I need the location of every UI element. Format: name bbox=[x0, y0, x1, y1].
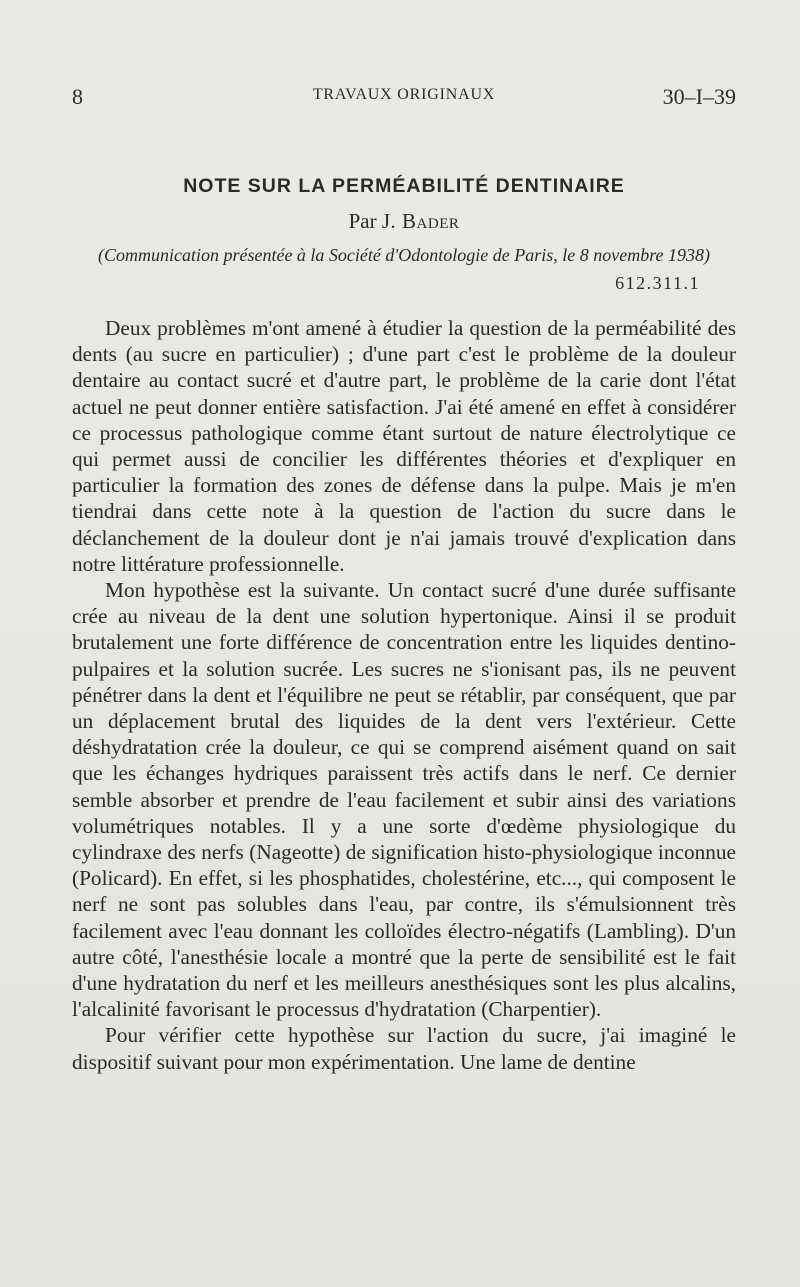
communication-note: (Communication présentée à la Société d'Odontologie de Paris, le 8 novembre 1938) bbox=[97, 245, 711, 265]
classification-number: 612.311.1 bbox=[615, 273, 700, 293]
paragraph: Mon hypothèse est la suivante. Un contact sucré d'une durée suffisante crée au niveau de la dent une solution hypertonique. Ainsi il se produit brutalement une forte différence de concentration entre les liquides dentino-pulpaires et la solution sucrée. Les sucres ne s'ionisant pas, ils ne peuvent pénétrer dans la dent et l'équilibre ne peut se rétablir, par conséquent, que par un déplacement brutal des liquides de la dent vers l'extérieur. Cette déshydratation crée la douleur, ce qui se comprend aisément quand on sait que les échanges hydriques paraissent très actifs dans le nerf. Ce dernier semble absorber et prendre de l'eau facilement et subir ainsi des variations volumétriques notables. Il y a une sorte d'œdème physiologique du cylindraxe des nerfs (Nageotte) de signification histo-physiologique inconnue (Policard). En effet, si les phosphatides, cholestérine, etc..., qui composent le nerf ne sont pas solubles dans l'eau, par contre, ils s'émulsionnent très facilement avec l'eau donnant les colloïdes électro-négatifs (Lambling). D'un autre côté, l'anesthésie locale a montré que la perte de sensibilité est le fait d'une hydratation du nerf et les meilleurs anesthésiques sont les plus alcalins, l'alcalinité favorisant le processus d'hydratation (Charpentier). bbox=[72, 578, 736, 1022]
page-number: 8 bbox=[72, 84, 83, 109]
running-header bbox=[72, 84, 736, 110]
author-name: J. Bader bbox=[381, 209, 460, 233]
article-title: NOTE SUR LA PERMÉABILITÉ DENTINAIRE bbox=[183, 175, 625, 197]
running-title: TRAVAUX ORIGINAUX bbox=[312, 86, 496, 103]
paragraph: Deux problèmes m'ont amené à étudier la question de la perméabilité des dents (au sucre en particulier) ; d'une part c'est le problème de la douleur dentaire au contact sucré et d'autre part, le problème de la carie dont l'état actuel ne peut donner entière satisfaction. J'ai été amené en effet à considérer ce processus pathologique comme étant surtout de nature électrolytique ce qui permet aussi de concilier les différentes théories et d'expliquer en particulier la formation des zones de défense dans la pulpe. Mais je m'en tiendrai dans cette note à la question de l'action du sucre dans le déclanchement de la douleur dont je n'ai jamais trouvé d'explication dans notre littérature professionnelle. bbox=[72, 316, 736, 576]
byline bbox=[72, 209, 736, 234]
paragraph: Pour vérifier cette hypothèse sur l'action du sucre, j'ai imaginé le dispositif suivant pour mon expérimentation. Une lame de dentine bbox=[72, 1023, 736, 1074]
byline-prefix: Par bbox=[348, 209, 377, 233]
issue-date: 30–I–39 bbox=[662, 84, 736, 109]
article-body bbox=[72, 315, 736, 1075]
